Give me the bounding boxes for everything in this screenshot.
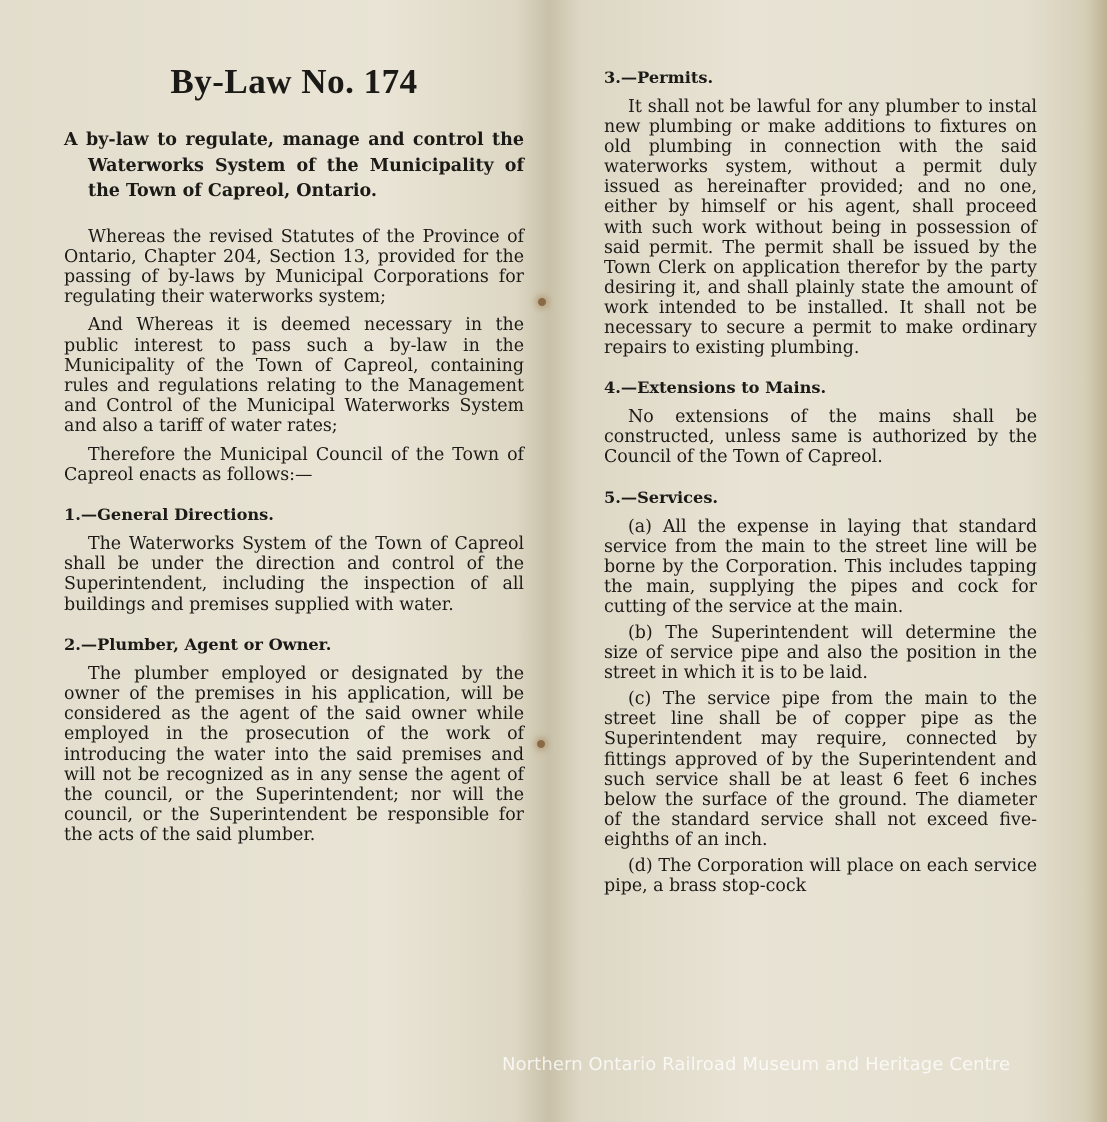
services-item: (a) All the expense in laying that standard service from the main to the street line will be borne by the Corporation. This includes tapping the main, supplying the pipes and cock for cutting of the service at the main. [604, 516, 1037, 617]
section-heading: 4.—Extensions to Mains. [604, 378, 827, 398]
services-item: (b) The Superintendent will determine the size of service pipe and also the position in the street in which it is to be laid. [604, 622, 1037, 684]
bylaw-title: By-Law No. 174 [170, 62, 418, 101]
museum-watermark: Northern Ontario Railroad Museum and Heritage Centre [502, 1054, 1011, 1075]
section-heading: 3.—Permits. [604, 68, 714, 87]
section-text: The Waterworks System of the Town of Capreol shall be under the direction and control of the Superintendent, including the inspection of all buildings and premises supplied with water. [64, 533, 524, 615]
section-text: No extensions of the mains shall be constructed, unless same is authorized by the Council of the Town of Capreol. [604, 407, 1037, 468]
section-heading: 1.—General Directions. [64, 504, 274, 524]
preamble-paragraph: Whereas the revised Statutes of the Province of Ontario, Chapter 204, Section 13, provided for the passing of by-laws by Municipal Corporations for regulating their waterworks system; [64, 226, 524, 308]
preamble-paragraph: And Whereas it is deemed necessary in the public interest to pass such a by-law in the Municipality of the Town of Capreol, containing rules and regulations relating to the Management and Control of the Municipal Waterworks System and also a tariff of water rates; [64, 315, 524, 437]
right-page [548, 0, 1107, 1122]
services-item: (c) The service pipe from the main to the street line shall be of copper pipe as the Superintendent may require, connected by fittings approved of by the Superintendent and such service shall be at least 6 feet 6 inches below the surface of the ground. The diameter of the standard service shall not exceed five-eighths of an inch. [604, 689, 1037, 850]
section-heading: 2.—Plumber, Agent or Owner. [64, 634, 332, 654]
staple-hole [537, 740, 545, 748]
left-page [0, 0, 548, 1122]
bylaw-summary: A by-law to regulate, manage and control the Waterworks System of the Municipality of the Town of Capreol, Ontario. [64, 130, 524, 201]
section-heading: 5.—Services. [604, 487, 719, 507]
services-item: (d) The Corporation will place on each service pipe, a brass stop-cock [604, 856, 1037, 897]
section-text: The plumber employed or designated by the owner of the premises in his application, will be considered as the agent of the said owner while employed in the prosecution of the work of introducing the water into the said premises and will not be recognized as in any sense the agent of the council, or the Superintendent; nor will the council, or the Superintendent be responsible for the acts of the said plumber. [64, 663, 524, 846]
staple-hole [538, 298, 546, 306]
section-text: It shall not be lawful for any plumber to instal new plumbing or make additions to fixtures on old plumbing in connection with the said waterworks system, without a permit duly issued as hereinafter provided; and no one, either by himself or his agent, shall proceed with such work without being in possession of said permit. The permit shall be issued by the Town Clerk on application therefor by the party desiring it, and shall plainly state the amount of work intended to be installed. It shall not be necessary to secure a permit to make ordinary repairs to existing plumbing. [604, 97, 1037, 359]
preamble-paragraph: Therefore the Municipal Council of the Town of Capreol enacts as follows:— [64, 444, 524, 485]
